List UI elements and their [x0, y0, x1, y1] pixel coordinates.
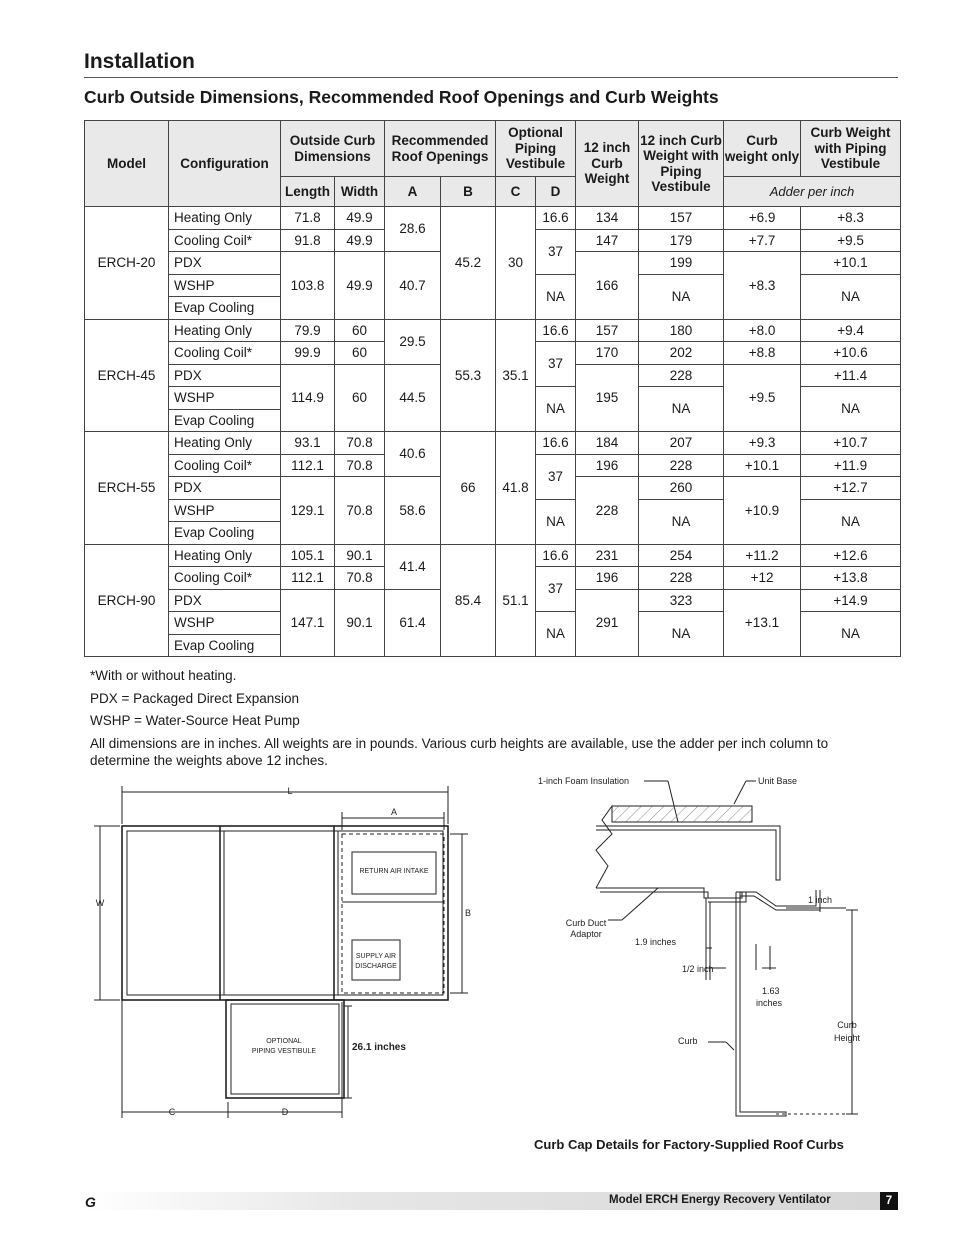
supply-air-label-2: DISCHARGE [355, 963, 397, 970]
figure-caption: Curb Cap Details for Factory-Supplied Roof Curbs [534, 1137, 844, 1152]
half-inch-label: 1/2 inch [682, 964, 714, 974]
duct-adaptor-label-2: Adaptor [570, 929, 602, 939]
length-cell: 103.8 [281, 252, 335, 320]
configuration-cell: WSHP [169, 612, 281, 635]
curb-weight-cell: 195 [576, 364, 639, 432]
length-cell: 71.8 [281, 207, 335, 230]
configuration-cell: Heating Only [169, 207, 281, 230]
curb-weight-cell: 134 [576, 207, 639, 230]
vestibule-d-cell: 16.6 [536, 207, 576, 230]
width-cell: 70.8 [335, 432, 385, 455]
vestibule-d-cell: NA [536, 387, 576, 432]
vestibule-c-cell: 30 [496, 207, 536, 320]
title-divider [84, 77, 898, 78]
vestibule-d-cell: 37 [536, 229, 576, 274]
adder-cell: +9.5 [724, 364, 801, 432]
model-cell: ERCH-45 [85, 319, 169, 432]
plan-label-l: L [287, 786, 293, 796]
opening-b-cell: 55.3 [441, 319, 496, 432]
opening-a-cell: 28.6 [385, 207, 441, 252]
page-title: Installation [84, 50, 195, 73]
configuration-cell: Cooling Coil* [169, 454, 281, 477]
configuration-cell: Evap Cooling [169, 297, 281, 320]
opening-a-cell: 41.4 [385, 544, 441, 589]
configuration-cell: Cooling Coil* [169, 229, 281, 252]
one-inch-label: 1 inch [808, 895, 833, 905]
configuration-cell: Evap Cooling [169, 409, 281, 432]
adder-piping-cell: +9.4 [801, 319, 901, 342]
width-cell: 60 [335, 364, 385, 432]
curb-weight-piping-cell: 228 [639, 454, 724, 477]
vestibule-d-cell: 37 [536, 567, 576, 612]
opening-b-cell: 85.4 [441, 544, 496, 657]
width-cell: 60 [335, 342, 385, 365]
note-footnote: *With or without heating. [90, 668, 237, 683]
one-nine-inches-label: 1.9 inches [635, 937, 677, 947]
adder-cell: +11.2 [724, 544, 801, 567]
footer-title: Model ERCH Energy Recovery Ventilator [609, 1194, 831, 1206]
curb-cap-diagram [530, 770, 870, 1125]
curb-weight-piping-cell: 180 [639, 319, 724, 342]
curb-weight-piping-cell: 202 [639, 342, 724, 365]
header-width: Width [335, 177, 385, 207]
adder-piping-cell: +9.5 [801, 229, 901, 252]
model-cell: ERCH-20 [85, 207, 169, 320]
adder-piping-cell: +12.7 [801, 477, 901, 500]
table-row [85, 544, 901, 567]
curb-weight-cell: 170 [576, 342, 639, 365]
curb-weight-piping-cell: NA [639, 387, 724, 432]
opening-a-cell: 40.7 [385, 252, 441, 320]
curb-weight-piping-cell: 207 [639, 432, 724, 455]
width-cell: 70.8 [335, 477, 385, 545]
configuration-cell: PDX [169, 477, 281, 500]
header-a: A [385, 177, 441, 207]
adder-cell: +13.1 [724, 589, 801, 657]
curb-weight-piping-cell: 254 [639, 544, 724, 567]
vestibule-c-cell: 41.8 [496, 432, 536, 545]
plan-label-a: A [390, 807, 398, 817]
curb-weight-piping-cell: 323 [639, 589, 724, 612]
length-cell: 105.1 [281, 544, 335, 567]
configuration-cell: Cooling Coil* [169, 342, 281, 365]
curb-weight-piping-cell: 199 [639, 252, 724, 275]
curb-weight-cell: 231 [576, 544, 639, 567]
plan-label-w: W [95, 898, 105, 908]
width-cell: 60 [335, 319, 385, 342]
curb-weight-piping-cell: 228 [639, 364, 724, 387]
adder-piping-cell: NA [801, 499, 901, 544]
duct-adaptor-label: Curb Duct [565, 918, 607, 928]
header-d: D [536, 177, 576, 207]
opening-a-cell: 44.5 [385, 364, 441, 432]
curb-weight-cell: 147 [576, 229, 639, 252]
width-cell: 49.9 [335, 252, 385, 320]
notes [90, 667, 890, 774]
adder-piping-cell: +14.9 [801, 589, 901, 612]
opening-a-cell: 40.6 [385, 432, 441, 477]
curb-weight-cell: 291 [576, 589, 639, 657]
curb-weight-cell: 196 [576, 454, 639, 477]
header-model: Model [85, 121, 169, 207]
plan-label-c: C [168, 1107, 176, 1117]
one-six-three-label-2: inches [756, 998, 783, 1008]
return-air-label: RETURN AIR INTAKE [359, 868, 429, 875]
adder-piping-cell: NA [801, 612, 901, 657]
adder-piping-cell: +10.6 [801, 342, 901, 365]
note-pdx: PDX = Packaged Direct Expansion [90, 690, 299, 706]
configuration-cell: WSHP [169, 274, 281, 297]
curb-plan-diagram [90, 780, 470, 1130]
length-cell: 91.8 [281, 229, 335, 252]
curb-weight-piping-cell: 228 [639, 567, 724, 590]
configuration-cell: PDX [169, 252, 281, 275]
adder-piping-cell: +13.8 [801, 567, 901, 590]
vestibule-d-cell: 16.6 [536, 319, 576, 342]
header-curb-weight-only: Curb weight only [724, 121, 801, 177]
curb-weight-piping-cell: 157 [639, 207, 724, 230]
header-c: C [496, 177, 536, 207]
adder-piping-cell: +10.7 [801, 432, 901, 455]
plan-label-d: D [281, 1107, 289, 1117]
adder-piping-cell: NA [801, 274, 901, 319]
adder-cell: +8.8 [724, 342, 801, 365]
header-12in-curb-weight: 12 inch Curb Weight [576, 121, 639, 207]
vestibule-d-cell: 16.6 [536, 432, 576, 455]
header-length: Length [281, 177, 335, 207]
length-cell: 129.1 [281, 477, 335, 545]
table-row [85, 207, 901, 230]
width-cell: 90.1 [335, 589, 385, 657]
header-roof-openings: Recommended Roof Openings [385, 121, 496, 177]
adder-cell: +8.3 [724, 252, 801, 320]
adder-piping-cell: NA [801, 387, 901, 432]
length-cell: 114.9 [281, 364, 335, 432]
curb-weight-cell: 184 [576, 432, 639, 455]
header-b: B [441, 177, 496, 207]
model-cell: ERCH-55 [85, 432, 169, 545]
vestibule-c-cell: 35.1 [496, 319, 536, 432]
page-number: 7 [880, 1192, 898, 1210]
unit-base-label: Unit Base [758, 776, 798, 786]
curb-height-label-2: Height [833, 1033, 861, 1043]
configuration-cell: PDX [169, 364, 281, 387]
curb-weight-piping-cell: 260 [639, 477, 724, 500]
vestibule-d-cell: 37 [536, 454, 576, 499]
header-curb-weight-piping: Curb Weight with Piping Vestibule [801, 121, 901, 177]
length-cell: 93.1 [281, 432, 335, 455]
adder-cell: +10.9 [724, 477, 801, 545]
length-cell: 112.1 [281, 567, 335, 590]
curb-weight-piping-cell: 179 [639, 229, 724, 252]
configuration-cell: WSHP [169, 499, 281, 522]
vestibule-d-cell: NA [536, 499, 576, 544]
header-adder-per-inch: Adder per inch [724, 177, 901, 207]
supply-air-label: SUPPLY AIR [355, 953, 397, 960]
vestibule-d-cell: 16.6 [536, 544, 576, 567]
length-cell: 99.9 [281, 342, 335, 365]
length-cell: 147.1 [281, 589, 335, 657]
opening-b-cell: 66 [441, 432, 496, 545]
configuration-cell: Heating Only [169, 544, 281, 567]
vestibule-c-cell: 51.1 [496, 544, 536, 657]
adder-cell: +6.9 [724, 207, 801, 230]
configuration-cell: Evap Cooling [169, 634, 281, 657]
header-12in-weight-piping: 12 inch Curb Weight with Piping Vestibule [639, 121, 724, 207]
adder-cell: +7.7 [724, 229, 801, 252]
curb-weight-cell: 196 [576, 567, 639, 590]
adder-piping-cell: +10.1 [801, 252, 901, 275]
opening-a-cell: 58.6 [385, 477, 441, 545]
note-wshp: WSHP = Water-Source Heat Pump [90, 713, 300, 728]
configuration-cell: WSHP [169, 387, 281, 410]
model-cell: ERCH-90 [85, 544, 169, 657]
opening-b-cell: 45.2 [441, 207, 496, 320]
vestibule-d-cell: 37 [536, 342, 576, 387]
adder-piping-cell: +12.6 [801, 544, 901, 567]
table-row [85, 319, 901, 342]
vestibule-label: OPTIONAL [266, 1038, 302, 1045]
vestibule-label-2: PIPING VESTIBULE [251, 1048, 317, 1055]
vestibule-dimension: 26.1 inches [352, 1042, 406, 1053]
adder-cell: +10.1 [724, 454, 801, 477]
curb-weight-cell: 157 [576, 319, 639, 342]
one-six-three-label: 1.63 [762, 986, 780, 996]
adder-cell: +9.3 [724, 432, 801, 455]
curb-weight-piping-cell: NA [639, 499, 724, 544]
opening-a-cell: 61.4 [385, 589, 441, 657]
length-cell: 112.1 [281, 454, 335, 477]
vestibule-d-cell: NA [536, 274, 576, 319]
configuration-cell: Evap Cooling [169, 522, 281, 545]
width-cell: 49.9 [335, 207, 385, 230]
curb-weight-cell: 166 [576, 252, 639, 320]
curb-height-label: Curb [837, 1020, 857, 1030]
opening-a-cell: 29.5 [385, 319, 441, 364]
footer-logo: G [85, 1194, 96, 1210]
foam-insulation-label: 1-inch Foam Insulation [538, 776, 630, 786]
plan-label-b: B [464, 908, 472, 918]
configuration-cell: Heating Only [169, 319, 281, 342]
configuration-cell: Cooling Coil* [169, 567, 281, 590]
curb-weight-piping-cell: NA [639, 274, 724, 319]
width-cell: 90.1 [335, 544, 385, 567]
curb-dimensions-table [84, 120, 901, 657]
curb-weight-cell: 228 [576, 477, 639, 545]
header-piping-vestibule: Optional Piping Vestibule [496, 121, 576, 177]
vestibule-d-cell: NA [536, 612, 576, 657]
width-cell: 70.8 [335, 567, 385, 590]
adder-piping-cell: +11.9 [801, 454, 901, 477]
width-cell: 70.8 [335, 454, 385, 477]
adder-cell: +8.0 [724, 319, 801, 342]
curb-label: Curb [678, 1036, 698, 1046]
header-outside-curb: Outside Curb Dimensions [281, 121, 385, 177]
configuration-cell: Heating Only [169, 432, 281, 455]
curb-weight-piping-cell: NA [639, 612, 724, 657]
section-title: Curb Outside Dimensions, Recommended Roof Openings and Curb Weights [84, 87, 719, 107]
table-row [85, 432, 901, 455]
adder-piping-cell: +8.3 [801, 207, 901, 230]
configuration-cell: PDX [169, 589, 281, 612]
note-dimensions: All dimensions are in inches. All weights are in pounds. Various curb heights are available, use the adder per inch column to determine the weights above 12 inches. [90, 735, 829, 768]
width-cell: 49.9 [335, 229, 385, 252]
adder-piping-cell: +11.4 [801, 364, 901, 387]
adder-cell: +12 [724, 567, 801, 590]
length-cell: 79.9 [281, 319, 335, 342]
header-configuration: Configuration [169, 121, 281, 207]
